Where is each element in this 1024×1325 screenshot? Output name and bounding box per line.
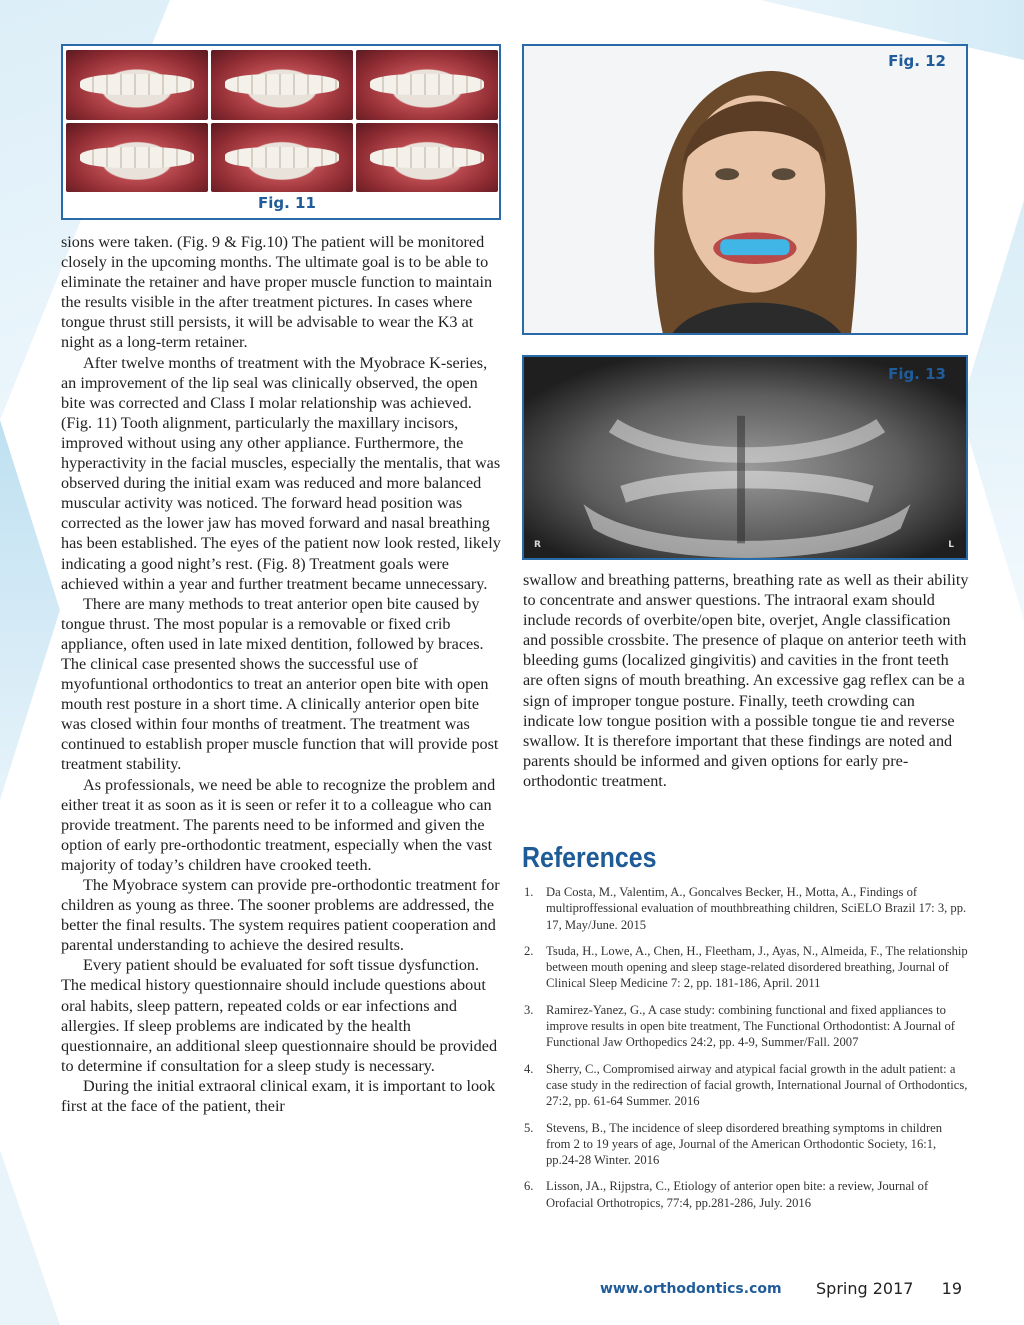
website-link[interactable]: www.orthodontics.com: [600, 1281, 782, 1297]
reference-item: 5. Stevens, B., The incidence of sleep disordered breathing symptoms in children from 2 to 19 years of age, Journal of the American Orthodontic Society, 16:1, pp.24-28 Winter. 2016: [524, 1120, 943, 1168]
xray-left-marker: L: [948, 540, 954, 550]
page-number: 19: [941, 1279, 962, 1298]
figure-11: [61, 44, 501, 220]
intraoral-photo-grid: [66, 50, 498, 192]
paragraph: As professionals, we need be able to recognize the problem and either treat it as soon as it is seen or refer it to a colleague who can provide treatment. The parents need to be informed and given the option of early pre-orthodontic treatment, especially when the vast majority of today’s children have crooked teeth.: [61, 775, 496, 874]
figure-13: [522, 355, 968, 560]
reference-item: 2. Tsuda, H., Lowe, A., Chen, H., Fleetham, J., Ayas, N., Almeida, F., The relationship between mouth opening and sleep stage-related disordered breathing, Journal of Clinical Sleep Medicine 7: 2, pp. 181-186, April. 2011: [524, 943, 968, 991]
panoramic-xray: [524, 357, 966, 558]
background-facet: [960, 200, 1024, 620]
intraoral-photo: [66, 123, 208, 193]
paragraph: swallow and breathing patterns, breathing rate as well as their ability to concentrate and answer questions. The intraoral exam should include records of overbite/open bite, overjet, Angle classification and possible crossbite. The presence of plaque on anterior teeth with bleeding gums (localized gingivitis) and cavities in the front teeth are often signs of mouth breathing. An excessive gag reflex can be a sign of improper tongue posture. Finally, teeth crowding can indicate low tongue position with a possible tongue tie and reverse swallow. It is therefore important that these findings are noted and parents should be informed and given options for early pre-orthodontic treatment.: [523, 571, 969, 790]
references-list: [522, 884, 968, 1221]
paragraph: During the initial extraoral clinical exam, it is important to look first at the face of the patient, their: [61, 1076, 496, 1116]
figure-label: Fig. 11: [258, 194, 316, 212]
paragraph: After twelve months of treatment with the Myobrace K-series, an improvement of the lip seal was clinically observed, the open bite was corrected and Class I molar relationship was achieved. (Fig. 11) Tooth alignment, particularly the maxillary incisors, improved without using any other appliance. Furthermore, the hyperactivity in the facial muscles, especially the mentalis, that was observed during the initial exam was reduced and more balanced muscular activity was noticed. The forward head position was corrected as the lower jaw has moved forward and nasal breathing has been established. The eyes of the patient now look rested, likely indicating a good night’s rest. (Fig. 8) Treatment goals were achieved within a year and further treatment became unnecessary.: [61, 353, 501, 593]
references-heading: References: [522, 842, 657, 874]
figure-label: Fig. 12: [888, 52, 946, 70]
reference-item: 3. Ramirez-Yanez, G., A case study: combining functional and fixed appliances to improve results in open bite treatment, The Functional Orthodontist: A Journal of Functional Jaw Orthopedics 24:2, pp. 4-9, Summer/Fall. 2007: [524, 1002, 956, 1050]
paragraph: sions were taken. (Fig. 9 & Fig.10) The patient will be monitored closely in the upcoming months. The ultimate goal is to be able to eliminate the retainer and have proper muscle function to maintain the results visible in the after treatment pictures. In cases where tongue thrust still persists, it will be advisable to wear the K3 at night as a long-term retainer.: [61, 233, 493, 352]
background-facet: [0, 1150, 60, 1325]
reference-item: 4. Sherry, C., Compromised airway and atypical facial growth in the adult patient: a case study in the redirection of facial growth, International Journal of Orthodontics, 27:2, pp. 61-64 Summer. 2016: [524, 1061, 968, 1109]
intraoral-photo: [356, 123, 498, 193]
paragraph: There are many methods to treat anterior open bite caused by tongue thrust. The most popular is a removable or fixed crib appliance, often used in late mixed dentition, followed by braces. The clinical case presented shows the successful use of myofuntional orthodontics to treat an anterior open bite with open mouth rest posture in a short time. A clinically anterior open bite was closed within four months of treatment. The treatment was continued to establish proper muscle function that will provide post treatment stability.: [61, 594, 499, 774]
issue-label: Spring 2017: [816, 1279, 914, 1298]
left-column: [61, 232, 501, 1116]
figure-12: [522, 44, 968, 335]
paragraph: Every patient should be evaluated for soft tissue dysfunction. The medical history questionnaire should include questions about oral habits, sleep pattern, repeated colds or ear infections and allergies. If sleep problems are indicated by the health questionnaire, an additional sleep questionnaire should be provided to determine if consultation for a sleep study is necessary.: [61, 956, 498, 1075]
figure-label: Fig. 13: [888, 365, 946, 383]
xray-right-marker: R: [534, 540, 541, 550]
right-column: [523, 570, 969, 791]
intraoral-photo: [356, 50, 498, 120]
reference-item: 6. Lisson, JA., Rijpstra, C., Etiology of anterior open bite: a review, Journal of Orofacial Orthotropics, 77:4, pp.281-286, July. 2016: [524, 1179, 929, 1210]
intraoral-photo: [66, 50, 208, 120]
intraoral-photo: [211, 123, 353, 193]
background-facet: [0, 420, 60, 800]
patient-portrait: [524, 46, 966, 333]
page-footer: [600, 1278, 964, 1302]
reference-item: 1. Da Costa, M., Valentim, A., Goncalves Becker, H., Motta, A., Findings of multiproffessional evaluation of mouthbreathing children, SciELO Brazil 17: 3, pp. 17, May/June. 2015: [524, 885, 967, 932]
intraoral-photo: [211, 50, 353, 120]
paragraph: The Myobrace system can provide pre-orthodontic treatment for children as young as three. The sooner problems are addressed, the better the final results. The system requires patient cooperation and parental understanding to achieve the desired results.: [61, 876, 500, 955]
